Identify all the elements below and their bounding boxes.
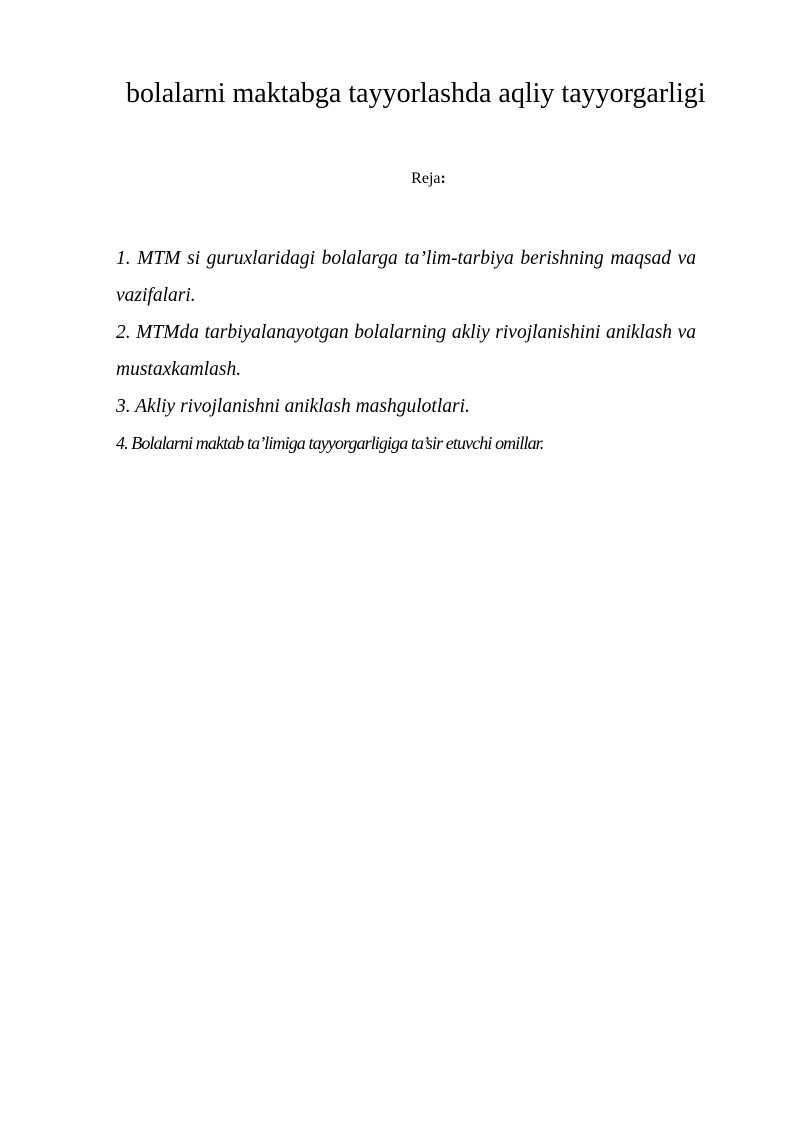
plan-heading <box>0 170 800 188</box>
plan-colon: : <box>440 170 446 187</box>
plan-item-1: 1. MTM si guruxlaridagi bolalarga ta’lim-tarbiya berishning maqsad va vazifalari. <box>116 248 696 306</box>
plan-label: Reja <box>411 170 441 187</box>
plan-item-3: 3. Akliy rivojlanishni aniklash mashgulotlari. <box>116 396 470 417</box>
plan-list <box>116 240 696 462</box>
plan-item-4: 4. Bolalarni maktab ta’limiga tayyorgarligiga ta’sir etuvchi omillar. <box>116 433 544 453</box>
plan-item-2: 2. MTMda tarbiyalanayotgan bolalarning akliy rivojlanishini aniklash va mustaxkamlash. <box>116 322 696 380</box>
document-title: bolalarni maktabga tayyorlashda aqliy tayyorgarligi <box>126 78 706 109</box>
